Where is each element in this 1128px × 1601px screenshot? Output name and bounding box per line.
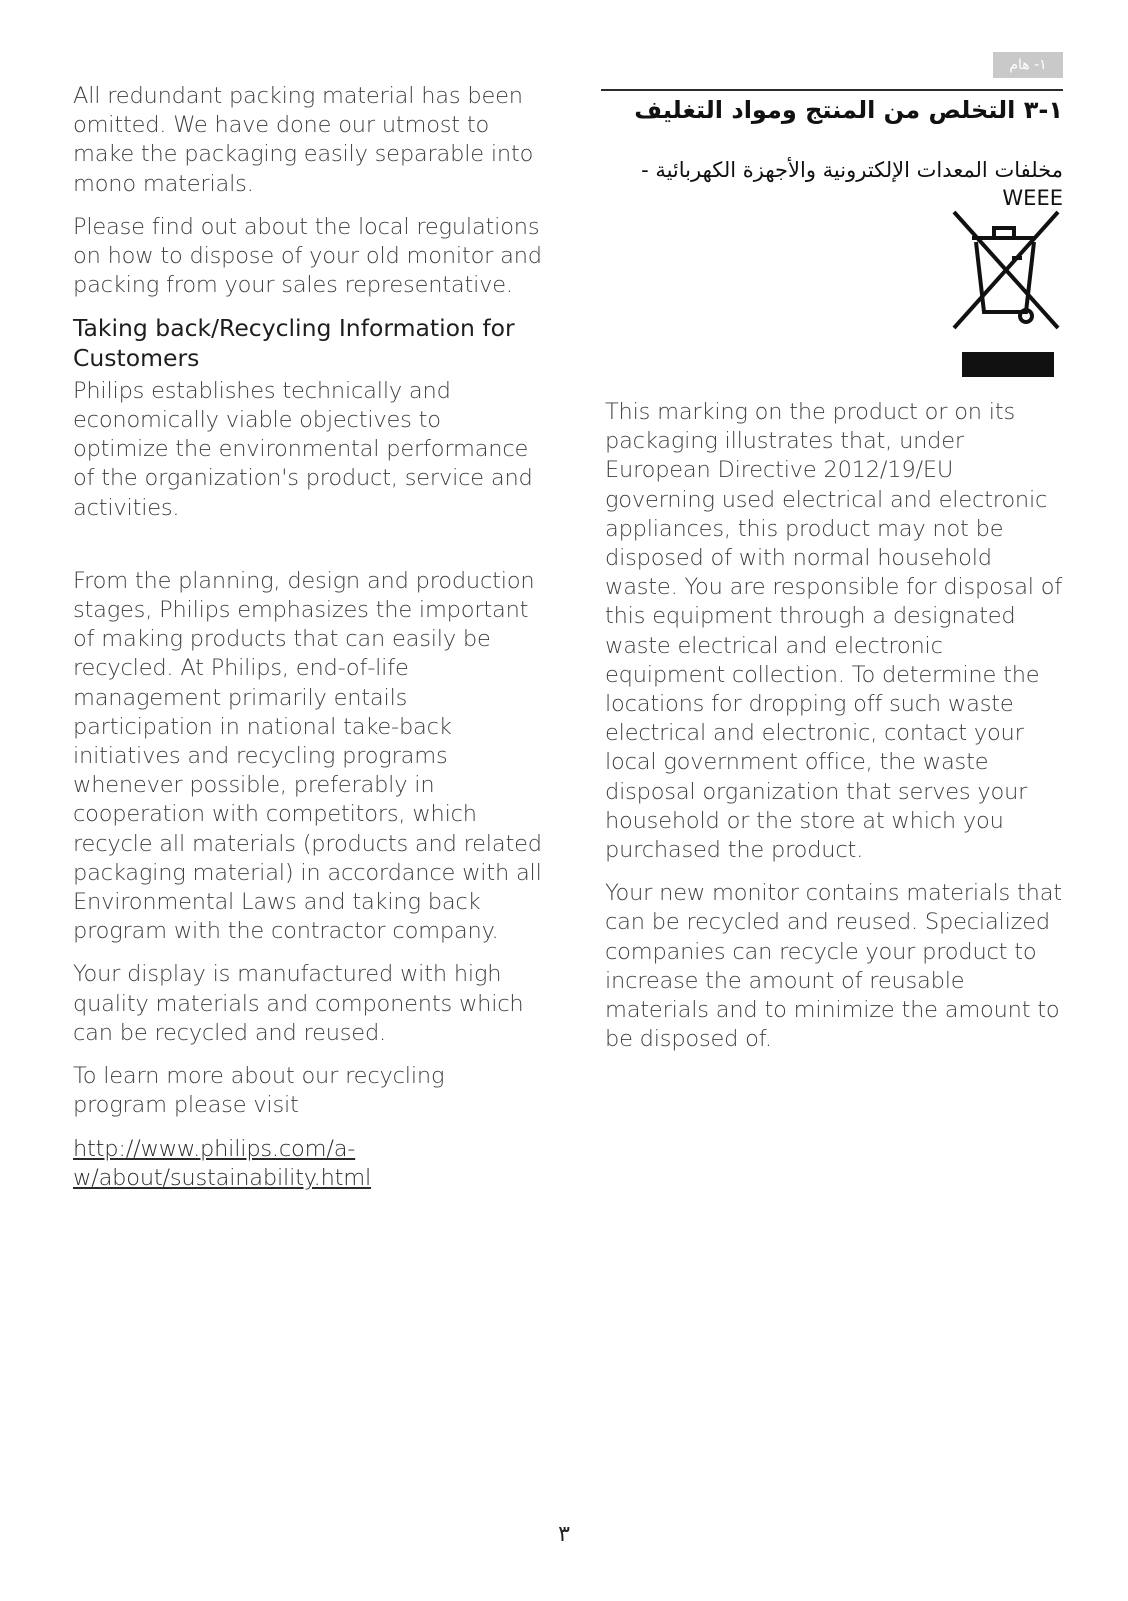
right-column <box>605 398 1067 1068</box>
materials-paragraph: Your display is manufactured with high quality materials and components which can be recycled and reused. <box>73 961 524 1046</box>
weee-marking-bar <box>962 352 1054 377</box>
sustainability-link-paragraph <box>73 1135 543 1193</box>
weee-subtitle: مخلفات المعدات الإلكترونية والأجهزة الكهربائية - WEEE <box>641 158 1063 210</box>
regulations-paragraph: Please find out about the local regulations on how to dispose of your old monitor and packing from your sales representative. <box>73 213 542 299</box>
section-badge: ١- هام <box>993 52 1063 78</box>
reuse-paragraph: Your new monitor contains materials that can be recycled and reused. Specialized companies can recycle your product to increase the amount of reusable materials and to minimize the amount to be disposed of. <box>605 880 1062 1053</box>
learn-more-paragraph: To learn more about our recycling program please visit <box>73 1063 445 1119</box>
planning-paragraph: From the planning, design and production stages, Philips emphasizes the important of making products that can easily be recycled. At Philips, end-of-life management primarily entails participation in national take-back initiatives and recycling programs whenever possible, preferably in cooperation with competitors, which recycle all materials (products and related packaging material) in accordance with all Environmental Laws and taking back program with the contractor company. <box>73 567 542 945</box>
packing-paragraph: All redundant packing material has been omitted. We have done our utmost to make the packaging easily separable into mono materials. <box>73 83 534 197</box>
page-number: ٣ <box>558 1522 570 1547</box>
recycling-info-heading: Taking back/Recycling Information for Customers <box>73 314 515 372</box>
header-rule <box>601 89 1063 91</box>
weee-marking-paragraph: This marking on the product or on its packaging illustrates that, under European Directive 2012/19/EU governing used electrical and electronic appliances, this product may not be disposed of with normal household waste. You are responsible for disposal of this equipment through a designated waste electrical and electronic equipment collection. To determine the locations for dropping off such waste electrical and electronic, contact your local government office, the waste disposal organization that serves your household or the store at which you purchased the product. <box>605 399 1063 864</box>
left-column <box>73 82 543 1207</box>
sustainability-link[interactable]: http://www.philips.com/a-w/about/sustainability.html <box>73 1135 372 1191</box>
section-title: ١-٣ التخلص من المنتج ومواد التغليف <box>634 96 1063 124</box>
objectives-paragraph: Philips establishes technically and economically viable objectives to optimize the environmental performance of the organization's product, service and activities. <box>73 377 533 521</box>
crossed-out-wheeled-bin-icon <box>950 208 1062 332</box>
